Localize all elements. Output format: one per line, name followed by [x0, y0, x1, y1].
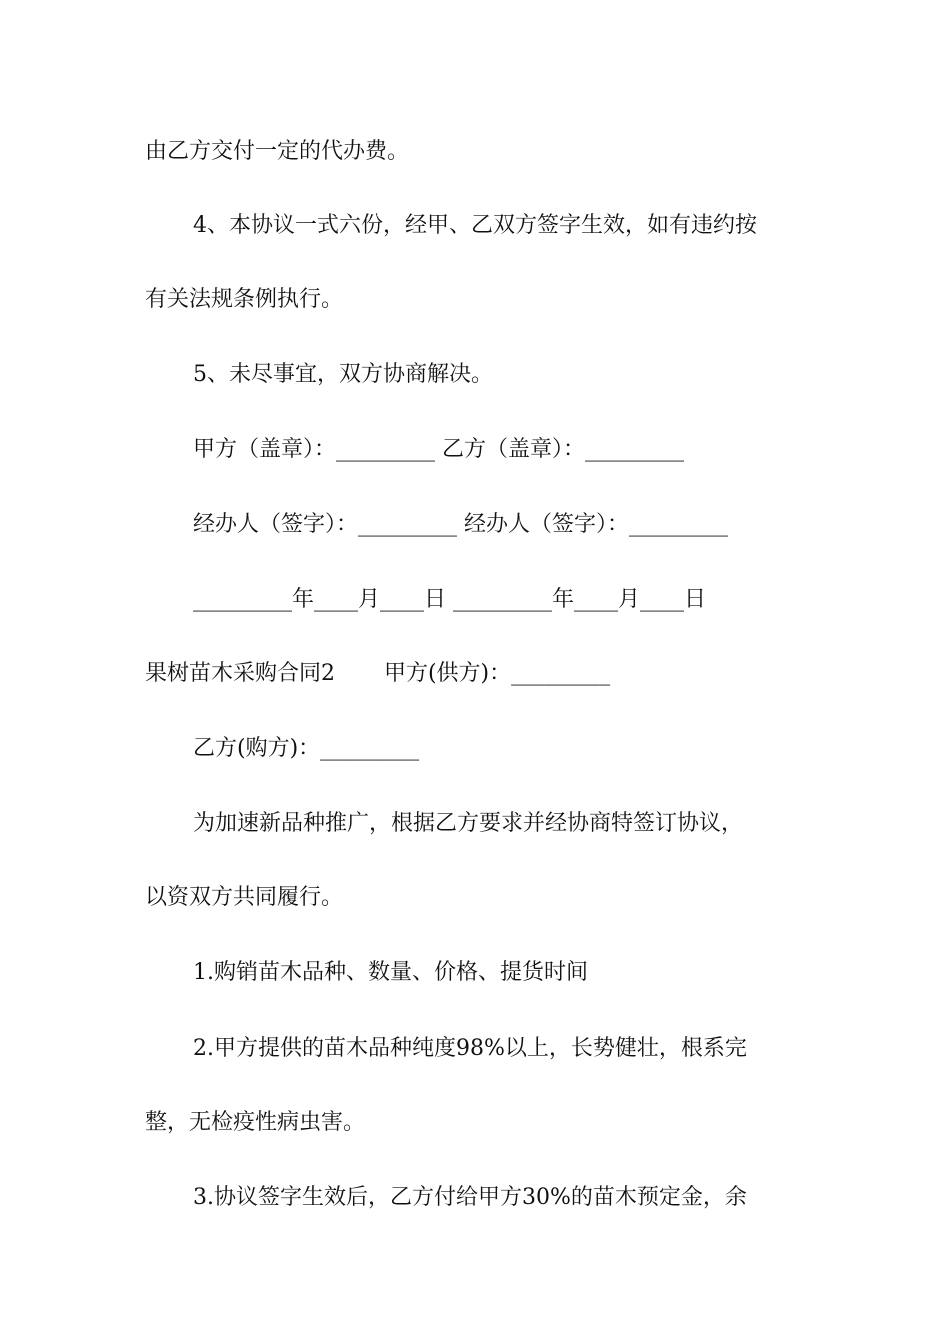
- clause-4-line-1: 4、本协议一式六份，经甲、乙双方签字生效，如有违约按: [193, 213, 757, 238]
- clause-5: 5、未尽事宜，双方协商解决。: [193, 362, 493, 387]
- clause-4-line-2: 有关法规条例执行。: [145, 287, 344, 312]
- contract-2-title-line: 果树苗木采购合同2 甲方(供方)：_________: [145, 661, 611, 686]
- item-2-line-1: 2.甲方提供的苗木品种纯度98%以上，长势健壮，根系完: [193, 1036, 747, 1061]
- item-3-line-1: 3.协议签字生效后，乙方付给甲方30%的苗木预定金，余: [193, 1185, 747, 1210]
- signature-line: 经办人（签字）：_________ 经办人（签字）：_________: [193, 512, 728, 537]
- party-b-line: 乙方(购方)：_________: [193, 736, 420, 761]
- date-line: _________年____月____日 _________年____月____日: [193, 587, 706, 612]
- item-2-line-2: 整，无检疫性病虫害。: [145, 1110, 366, 1135]
- preamble-line-1: 为加速新品种推广，根据乙方要求并经协商特签订协议，: [193, 811, 744, 836]
- item-1: 1.购销苗木品种、数量、价格、提货时间: [193, 960, 588, 985]
- paragraph-line-fee: 由乙方交付一定的代办费。: [145, 139, 410, 164]
- preamble-line-2: 以资双方共同履行。: [145, 885, 344, 910]
- seal-line: 甲方（盖章）：_________ 乙方（盖章）：_________: [193, 437, 684, 462]
